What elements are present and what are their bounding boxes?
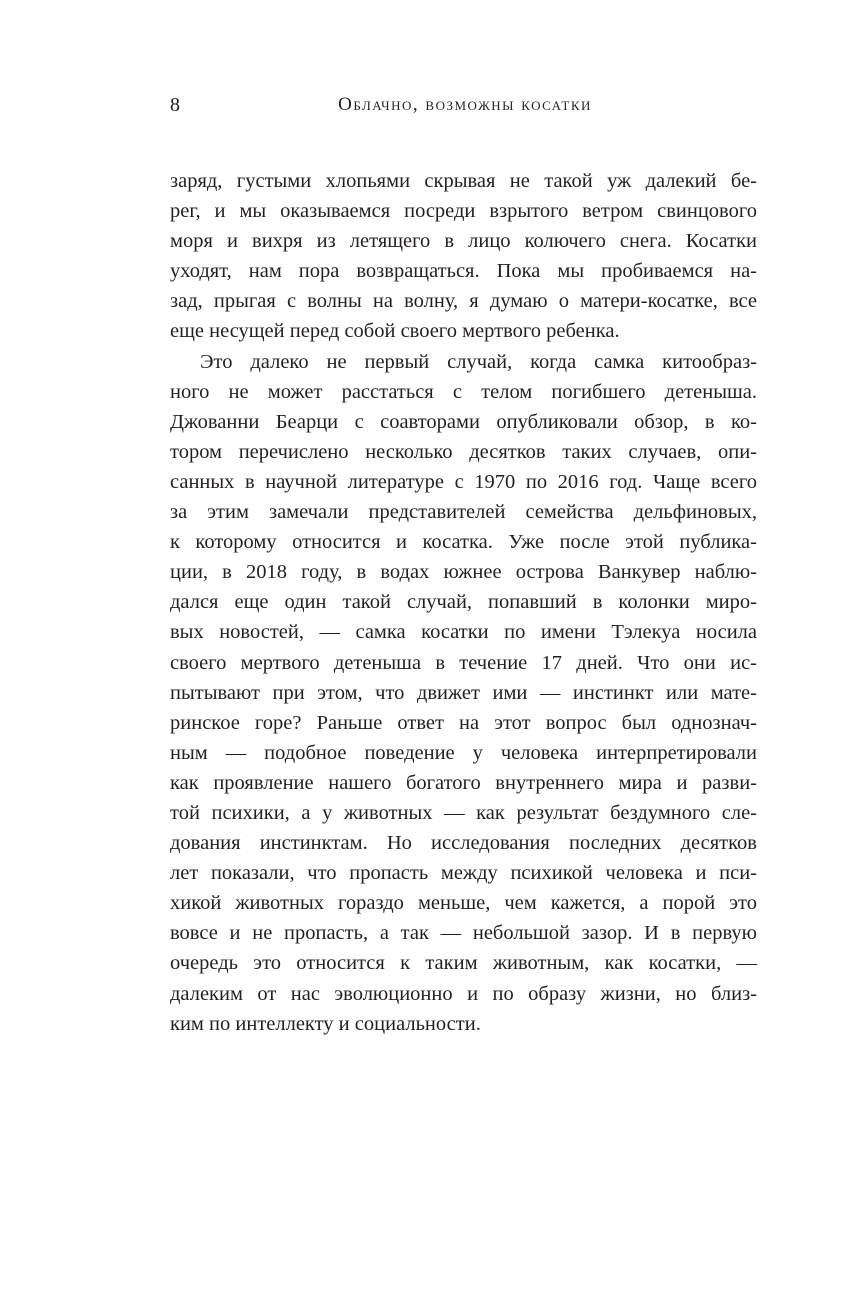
text-line: вых новостей, — самка косатки по имени Тэлекуа носила	[170, 621, 757, 644]
text-line: моря и вихря из летящего в лицо колючего снега. Косатки	[170, 230, 757, 253]
body-text	[170, 166, 757, 1039]
text-line: как проявление нашего богатого внутреннего мира и разви-	[170, 771, 757, 794]
text-line: уходят, нам пора возвращаться. Пока мы пробиваемся на-	[170, 260, 757, 283]
text-line: далеким от нас эволюционно и по образу жизни, но близ-	[170, 982, 757, 1005]
text-line: хикой животных гораздо меньше, чем кажется, а порой это	[170, 892, 757, 915]
paragraph	[170, 347, 757, 1039]
text-line: ции, в 2018 году, в водах южнее острова Ванкувер наблю-	[170, 561, 757, 584]
page-number: 8	[170, 94, 180, 116]
text-line: заряд, густыми хлопьями скрывая не такой уж далекий бе-	[170, 170, 757, 192]
text-line: вовсе и не пропасть, а так — небольшой зазор. И в первую	[170, 922, 757, 945]
text-line: рег, и мы оказываемся посреди взрытого ветром свинцового	[170, 200, 757, 223]
text-line: ного не может расстаться с телом погибшего детеныша.	[170, 380, 757, 403]
text-line: очередь это относится к таким животным, как косатки, —	[170, 952, 757, 975]
text-line: ринское горе? Раньше ответ на этот вопрос был однознач-	[170, 711, 757, 734]
text-line: ким по интеллекту и социальности.	[170, 1012, 481, 1035]
running-title: Облачно, возможны косатки	[338, 94, 592, 115]
paragraph	[170, 166, 757, 347]
text-line: той психики, а у животных — как результат бездумного сле-	[170, 801, 757, 824]
text-line: санных в научной литературе с 1970 по 2016 год. Чаще всего	[170, 470, 757, 493]
text-line: еще несущей перед собой своего мертвого ребенка.	[170, 320, 620, 343]
text-line: тором перечислено несколько десятков таких случаев, опи-	[170, 440, 757, 463]
text-line: ным — подобное поведение у человека интерпретировали	[170, 741, 757, 764]
text-line: к которому относится и косатка. Уже после этой публика-	[170, 531, 757, 554]
text-line: Это далеко не первый случай, когда самка китообраз-	[200, 350, 757, 373]
text-line: дался еще один такой случай, попавший в колонки миро-	[170, 591, 757, 614]
text-line: дования инстинктам. Но исследования последних десятков	[170, 832, 757, 855]
text-line: лет показали, что пропасть между психикой человека и пси-	[170, 862, 757, 885]
text-line: своего мертвого детеныша в течение 17 дней. Что они ис-	[170, 651, 757, 674]
text-line: зад, прыгая с волны на волну, я думаю о матери-косатке, все	[170, 290, 757, 313]
text-line: Джованни Беарци с соавторами опубликовали обзор, в ко-	[170, 410, 757, 433]
text-line: за этим замечали представителей семейства дельфиновых,	[170, 501, 757, 524]
text-line: пытывают при этом, что движет ими — инстинкт или мате-	[170, 681, 757, 704]
